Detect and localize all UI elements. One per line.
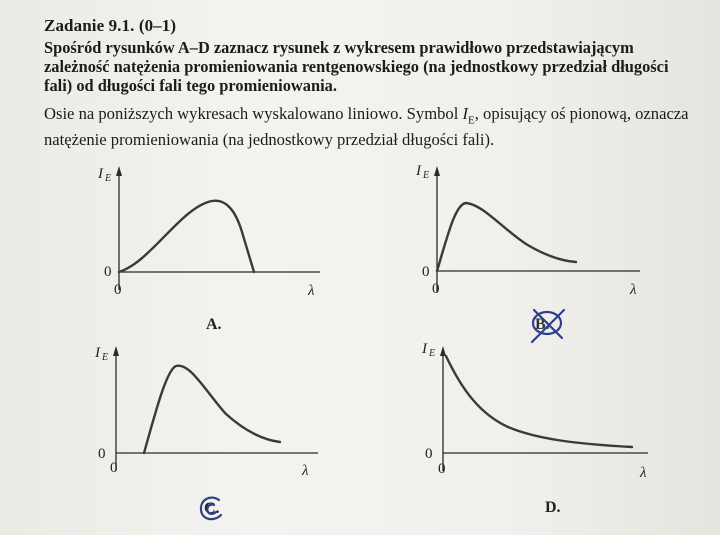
graph-c-letter: C. [204,500,220,517]
graph-d-origin-x: 0 [438,461,446,477]
note-symbol-sub: E [468,114,475,127]
graph-a-letter: A. [206,316,222,333]
graph-c-origin-y: 0 [98,446,106,462]
graph-a[interactable] [97,166,320,333]
graph-b-y-label: I [416,163,421,179]
graph-d-origin-y: 0 [425,446,433,462]
graph-c-y-sub: E [102,352,109,363]
graph-b-origin-y: 0 [422,264,430,280]
graph-c-curve [144,366,280,453]
graph-a-x-label: λ [308,283,315,299]
graph-a-y-arrow [116,166,122,176]
graph-c-y-label: I [95,345,100,361]
graph-d-x-label: λ [640,465,647,481]
graph-d-y-sub: E [429,348,436,359]
graph-d-curve [446,356,632,447]
graph-b-letter: B. [535,316,550,333]
graph-b-curve [437,203,576,271]
task-prompt: Spośród rysunków A–D zaznacz rysunek z wykresem prawidłowo przedstawiającym zależność natężenia promieniowania rentgenowskiego (na jednostkowy przedział długości fali) od długości fali tego promieniowania. [44,38,669,95]
note-text-after: , opisujący oś pionową, oznacza natężenie promieniowania (na jednostkowy przedział długości fali). [44,104,689,150]
graph-b[interactable] [415,163,640,342]
graph-b-y-sub: E [423,170,430,181]
graph-c[interactable] [94,345,318,519]
graph-c-origin-x: 0 [110,460,118,476]
graph-b-origin-x: 0 [432,281,440,297]
graph-a-origin-y: 0 [104,264,112,280]
graph-a-origin-x: 0 [114,282,122,298]
graph-d-letter: D. [545,499,561,516]
graph-c-x-label: λ [302,463,309,479]
graph-c-y-arrow [113,346,119,356]
graph-b-x-label: λ [630,282,637,298]
graph-a-y-sub: E [105,173,112,184]
note-text-before: Osie na poniższych wykresach wyskalowano liniowo. Symbol [44,104,463,123]
graph-a-curve [119,201,254,272]
graph-a-y-label: I [98,166,103,182]
task-title: Zadanie 9.1. (0–1) [44,16,177,35]
graph-d-y-arrow [440,346,446,356]
graph-d[interactable] [421,341,648,516]
note-symbol: I [462,104,468,123]
graph-b-y-arrow [434,166,440,176]
graph-d-y-label: I [422,341,427,357]
